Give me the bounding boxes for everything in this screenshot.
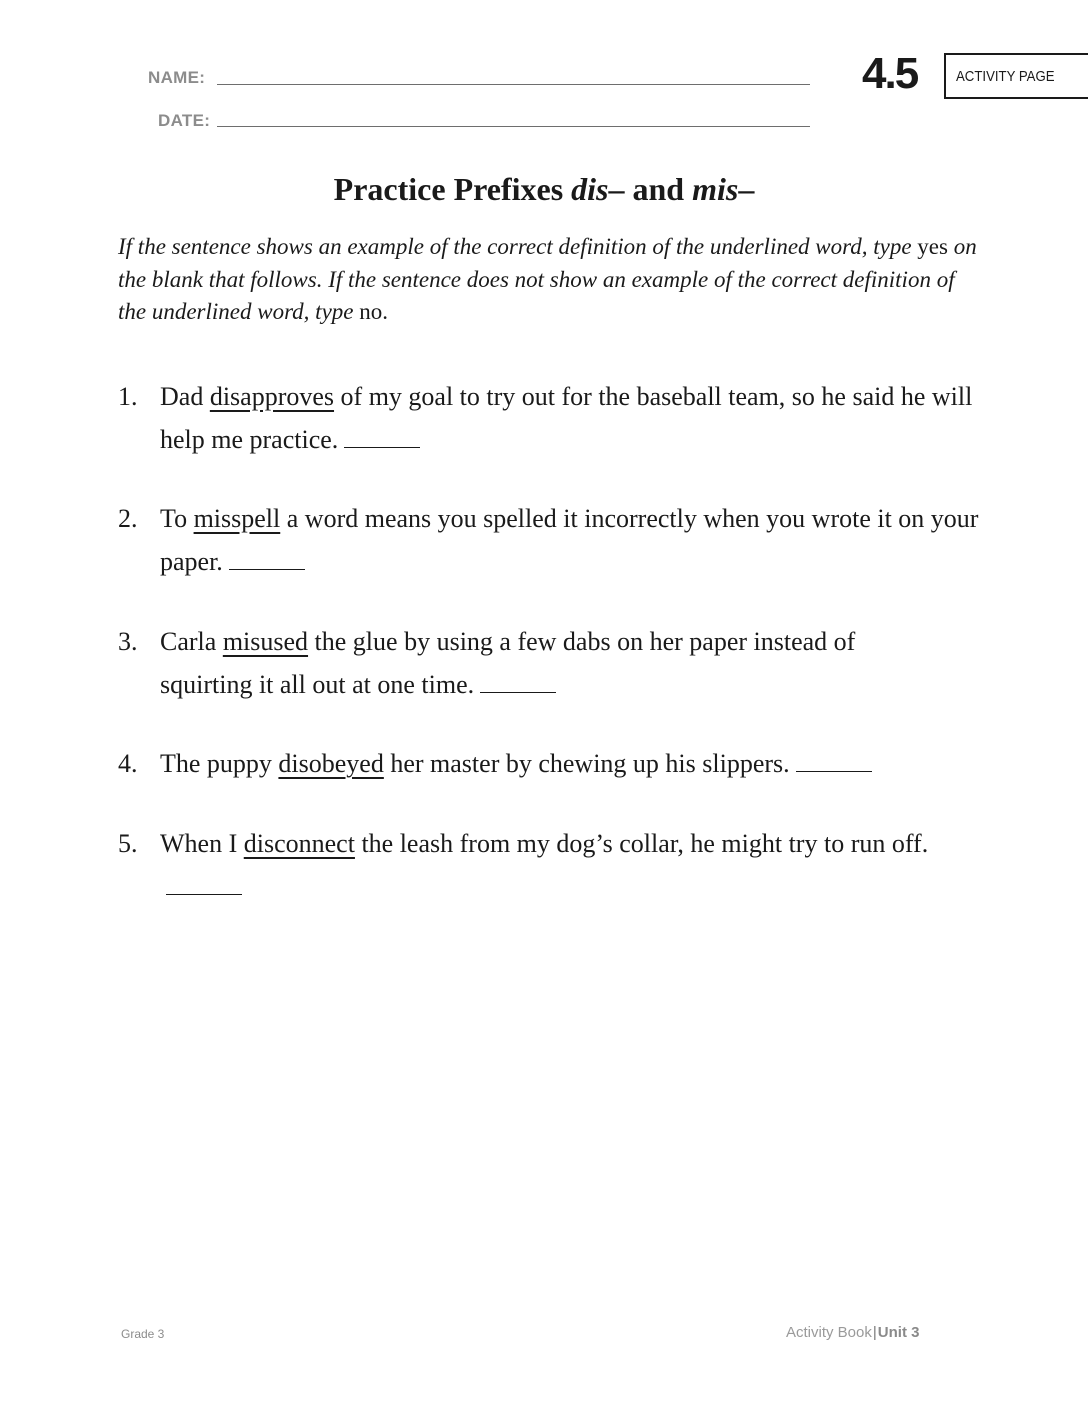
question-text bbox=[160, 742, 998, 785]
question-number: 1. bbox=[118, 382, 138, 411]
footer-grade: Grade 3 bbox=[121, 1327, 165, 1341]
question-text-after: a word means you spelled it incorrectly when you wrote it on your paper. bbox=[160, 504, 979, 576]
activity-page-label: ACTIVITY PAGE bbox=[956, 68, 1055, 85]
underlined-word: misspell bbox=[193, 504, 281, 533]
question-text-after: the leash from my dog’s collar, he might try to run off. bbox=[354, 829, 929, 858]
name-field[interactable] bbox=[217, 84, 810, 85]
underlined-word: disapproves bbox=[209, 382, 335, 411]
date-label: DATE: bbox=[158, 111, 211, 130]
title-dash-end: – bbox=[738, 171, 755, 207]
footer-book-unit bbox=[786, 1324, 919, 1341]
question-text-before: Carla bbox=[160, 627, 223, 656]
question-text bbox=[160, 375, 998, 461]
question-number: 2. bbox=[118, 504, 138, 533]
question-text-after: her master by chewing up his slippers. bbox=[383, 749, 790, 778]
question-text-before: To bbox=[160, 504, 194, 533]
question-item bbox=[118, 822, 998, 908]
question-text-before: Dad bbox=[160, 382, 210, 411]
question-item bbox=[118, 497, 998, 583]
instructions bbox=[118, 231, 978, 329]
date-field[interactable] bbox=[217, 126, 810, 127]
instructions-part2: on the blank that follows. If the sentence does not show an example of the correct definition of the underlined word, type bbox=[118, 234, 977, 324]
question-item bbox=[118, 375, 998, 461]
question-number: 4. bbox=[118, 749, 138, 778]
instructions-yes: yes bbox=[911, 234, 954, 259]
answer-blank[interactable] bbox=[166, 874, 242, 895]
answer-blank[interactable] bbox=[344, 427, 420, 448]
question-number: 5. bbox=[118, 829, 138, 858]
question-text-before: When I bbox=[160, 829, 244, 858]
instructions-part1: If the sentence shows an example of the correct definition of the underlined word, type bbox=[118, 234, 912, 259]
question-text-after: the glue by using a few dabs on her paper instead of squirting it all out at one time. bbox=[160, 627, 856, 699]
title-prefix: Practice Prefixes bbox=[333, 171, 572, 207]
question-text bbox=[160, 497, 998, 583]
activity-page-tag bbox=[944, 53, 1088, 99]
question-text-after: of my goal to try out for the baseball team, so he said he will help me practice. bbox=[160, 382, 973, 454]
question-item bbox=[118, 620, 998, 706]
page-number: 4.5 bbox=[862, 49, 918, 98]
answer-blank[interactable] bbox=[480, 672, 556, 693]
question-number: 3. bbox=[118, 627, 138, 656]
underlined-word: disconnect bbox=[243, 829, 355, 858]
question-text bbox=[160, 822, 960, 908]
instructions-no: no. bbox=[353, 299, 388, 324]
answer-blank[interactable] bbox=[796, 751, 872, 772]
page-title bbox=[0, 171, 1088, 208]
underlined-word: disobeyed bbox=[278, 749, 384, 778]
title-word-dis: dis bbox=[571, 171, 609, 207]
question-text-before: The puppy bbox=[160, 749, 279, 778]
title-word-mis: mis bbox=[692, 171, 739, 207]
question-text bbox=[160, 620, 920, 706]
footer-separator: | bbox=[872, 1324, 877, 1341]
name-label: NAME: bbox=[148, 68, 206, 87]
title-dash-and: – and bbox=[608, 171, 693, 207]
footer-book: Activity Book bbox=[786, 1324, 872, 1341]
question-item bbox=[118, 742, 998, 785]
answer-blank[interactable] bbox=[229, 549, 305, 570]
underlined-word: misused bbox=[222, 627, 309, 656]
footer-unit: Unit 3 bbox=[877, 1324, 920, 1341]
